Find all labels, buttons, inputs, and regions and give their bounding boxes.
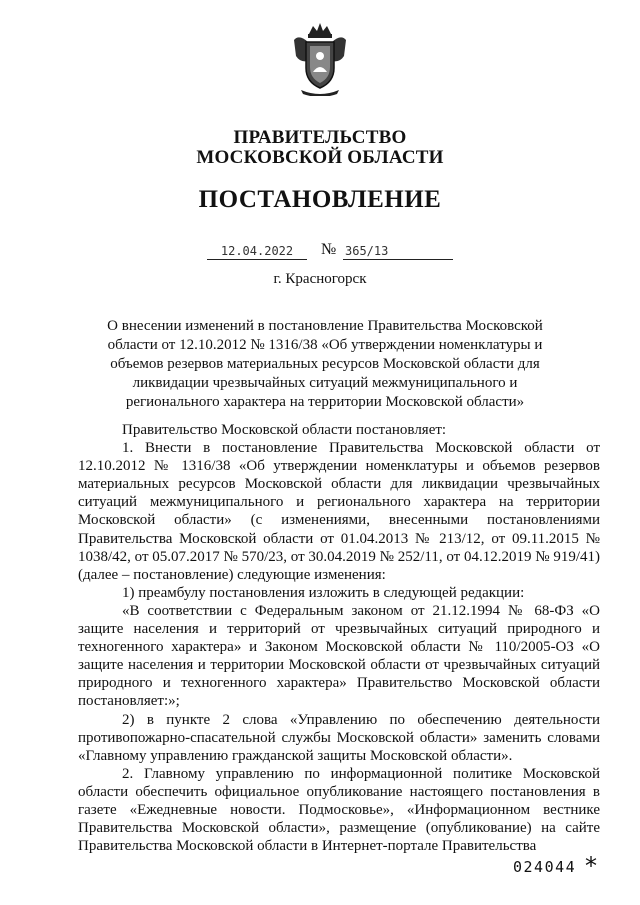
city: г. Красногорск [273, 271, 367, 287]
government-name-line2: МОСКОВСКОЙ ОБЛАСТИ [196, 147, 444, 168]
paragraph-1-2: 2) в пункте 2 слова «Управлению по обеспечению деятельности противопожарно-спасательной службы Московской области» заменить словами «Главному управлению гражданской защиты Московской области». [78, 711, 600, 764]
paragraph-preamble: Правительство Московской области постановляет: [122, 422, 447, 438]
document-number: 365/13 [343, 243, 453, 260]
document-type: ПОСТАНОВЛЕНИЕ [198, 186, 442, 213]
number-sign: № [321, 241, 337, 258]
paragraph-1-1: 1) преамбулу постановления изложить в следующей редакции: [122, 584, 525, 601]
document-body [78, 421, 600, 855]
government-name-line1: ПРАВИТЕЛЬСТВО [233, 127, 407, 148]
serial-number: 024044 [513, 858, 577, 876]
date-number-line [205, 243, 455, 263]
paragraph-1: 1. Внести в постановление Правительства Московской области от 12.10.2012 № 1316/38 «Об утверждении номенклатуры и объемов резервов материальных ресурсов Московской области для ликвидации чрезвычайных ситуаций межмуниципального и регионального характера на территории Московской области» (с изменениями, внесенными постановлениями Правительства Московской области от 01.04.2013 № 213/12, от 09.11.2015 № 1038/42, от 05.07.2017 № 570/23, от 30.04.2019 № 252/11, от 04.12.2019 № 919/41) (далее – постановление) следующие изменения: [78, 440, 600, 583]
document-title: О внесении изменений в постановление Правительства Московской области от 12.10.2012 № 1316/38 «Об утверждении номенклатуры и объемов резервов материальных ресурсов Московской области для ликвидации чрезвычайных ситуаций межмуниципального и регионального характера на территории Московской области» [107, 318, 543, 410]
paragraph-2: 2. Главному управлению по информационной политике Московской области обеспечить официальное опубликование настоящего постановления в газете «Ежедневные новости. Подмосковье», «Информационном вестнике Правительства Московской области», размещение (опубликование) на сайте Правительства Московской области в Интернет-портале Правительства [78, 765, 600, 855]
document-date: 12.04.2022 [207, 243, 307, 260]
paragraph-quote: «В соответствии с Федеральным законом от 21.12.1994 № 68-ФЗ «О защите населения и территорий от чрезвычайных ситуаций природного и техногенного характера» и Законом Московской области № 110/2005-ОЗ «О защите населения и территории Московской области от чрезвычайных ситуаций природного и техногенного характера» Правительство Московской области постановляет:»; [78, 602, 600, 710]
asterisk-mark: * [585, 852, 597, 880]
moscow-oblast-coat-of-arms-icon [291, 20, 349, 96]
